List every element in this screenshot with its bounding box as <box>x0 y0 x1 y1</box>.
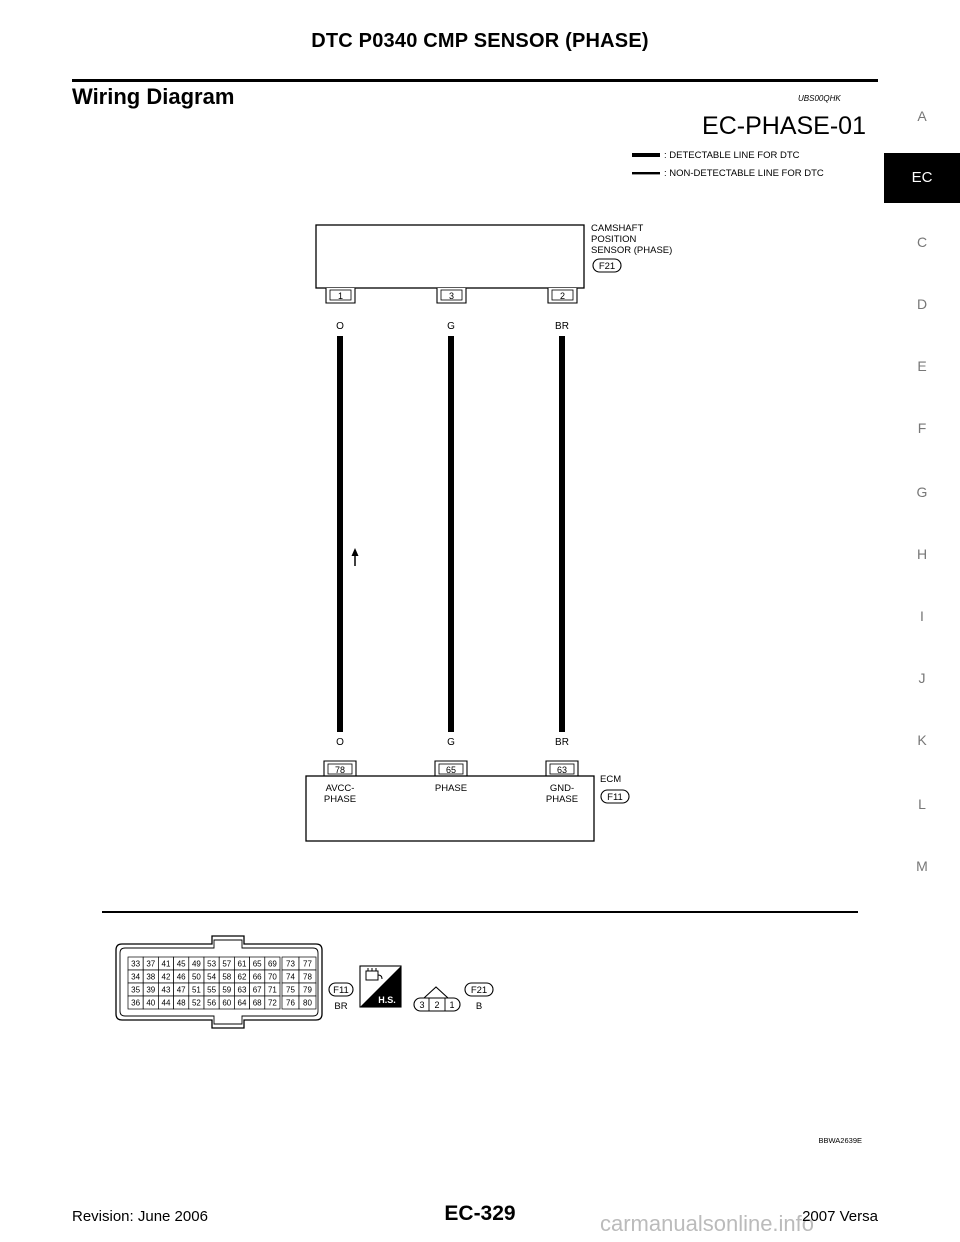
section-tab-k[interactable]: K <box>917 732 927 748</box>
ecm-terminal-78-name-1: AVCC- <box>325 783 355 794</box>
section-tab-f[interactable]: F <box>917 420 927 436</box>
wire-o-color-top: O <box>336 321 344 332</box>
sensor-box <box>316 225 584 288</box>
f11-pin-63: 63 <box>237 985 247 995</box>
f11-pin-76: 76 <box>286 998 295 1008</box>
ecm-terminal-78-name-2: PHASE <box>323 794 357 805</box>
wire-g-color-top: G <box>447 321 455 332</box>
f11-pin-58: 58 <box>222 972 232 982</box>
sensor-name-line-3: SENSOR (PHASE) <box>591 245 673 256</box>
f11-pin-41: 41 <box>161 959 171 969</box>
section-tab-j[interactable]: J <box>918 670 926 686</box>
wire-o-color-bottom: O <box>336 737 344 748</box>
wire-g-color-bottom: G <box>447 737 455 748</box>
legend-non-detectable-swatch <box>632 172 660 174</box>
f11-pin-59: 59 <box>222 985 232 995</box>
sensor-name-line-2: POSITION <box>591 234 637 245</box>
f11-pin-69: 69 <box>267 959 277 969</box>
ecm-pin-65-label: 65 <box>445 765 457 775</box>
f11-pin-42: 42 <box>161 972 171 982</box>
ecm-pin-78-label: 78 <box>334 765 346 775</box>
f21-connector-label: F21 <box>470 985 488 996</box>
f11-pin-44: 44 <box>161 998 171 1008</box>
f11-pin-46: 46 <box>176 972 186 982</box>
f11-pin-33: 33 <box>131 959 141 969</box>
ecm-terminal-63-name-1: GND- <box>549 783 575 794</box>
f11-pin-39: 39 <box>146 985 156 995</box>
f11-pin-70: 70 <box>267 972 277 982</box>
f11-pin-80: 80 <box>303 998 312 1008</box>
ecm-connector-label: F11 <box>607 792 623 803</box>
section-tab-i[interactable]: I <box>920 608 924 624</box>
legend-detectable-swatch <box>632 153 660 157</box>
f11-pin-43: 43 <box>161 985 171 995</box>
section-code: UBS00QHK <box>798 94 841 103</box>
wire-br <box>559 336 565 732</box>
hs-badge-label: H.S. <box>378 995 396 1005</box>
wire-o <box>337 336 343 732</box>
f11-pin-65: 65 <box>252 959 262 969</box>
ecm-pin-63-label: 63 <box>556 765 568 775</box>
f21-pin-1: 1 <box>449 1000 455 1010</box>
f11-pin-51: 51 <box>191 985 201 995</box>
f11-pin-56: 56 <box>207 998 217 1008</box>
f11-pin-52: 52 <box>191 998 201 1008</box>
figure-code: BBWA2639E <box>818 1136 862 1145</box>
f11-pin-48: 48 <box>176 998 186 1008</box>
f11-pin-74: 74 <box>286 972 295 982</box>
connector-f11-face <box>116 936 322 1028</box>
sensor-pin-3 <box>437 288 466 303</box>
camshaft-sensor <box>316 223 672 303</box>
sensor-pin-2 <box>548 288 577 303</box>
connector-f21-face <box>414 987 460 1011</box>
section-tab-ec[interactable]: EC <box>884 153 960 203</box>
f11-pin-54: 54 <box>207 972 217 982</box>
f11-pin-66: 66 <box>252 972 262 982</box>
ecm-terminal-63-name-2: PHASE <box>545 794 579 805</box>
sensor-pin-2-label: 2 <box>559 291 566 301</box>
f11-pin-75: 75 <box>286 985 295 995</box>
section-tab-l[interactable]: L <box>918 796 926 812</box>
hs-badge <box>360 966 401 1007</box>
page-title: DTC P0340 CMP SENSOR (PHASE) <box>311 30 649 52</box>
footer-watermark: carmanualsonline.info <box>600 1211 815 1236</box>
section-tab-m[interactable]: M <box>916 858 928 874</box>
ecm-pin-78 <box>324 761 356 776</box>
f11-pin-61: 61 <box>237 959 247 969</box>
section-tab-h[interactable]: H <box>916 546 928 562</box>
f11-pin-78: 78 <box>303 972 312 982</box>
footer-page-number: EC-329 <box>444 1202 516 1225</box>
signal-direction-arrow <box>352 548 359 566</box>
wire-g <box>448 336 454 732</box>
f11-pin-34: 34 <box>131 972 141 982</box>
f11-connector-label: F11 <box>333 985 349 996</box>
ecm-unit <box>306 774 629 841</box>
sensor-connector-label: F21 <box>598 261 616 272</box>
f11-pin-77: 77 <box>303 959 312 969</box>
f11-pin-64: 64 <box>237 998 247 1008</box>
footer-model: 2007 Versa <box>802 1208 878 1225</box>
f11-pin-49: 49 <box>191 959 201 969</box>
section-heading: Wiring Diagram <box>72 84 235 109</box>
wire-br-color-top: BR <box>555 321 569 332</box>
f21-pin-2: 2 <box>434 1000 440 1010</box>
f11-pin-62: 62 <box>237 972 247 982</box>
f11-pin-45: 45 <box>176 959 186 969</box>
f11-pin-71: 71 <box>267 985 277 995</box>
ecm-pin-63 <box>546 761 578 776</box>
f11-pin-47: 47 <box>176 985 186 995</box>
legend <box>632 150 824 179</box>
sensor-pin-1-label: 1 <box>337 291 344 301</box>
legend-non-detectable-label: : NON-DETECTABLE LINE FOR DTC <box>664 168 824 179</box>
f11-pin-37: 37 <box>146 959 156 969</box>
wire-br-color-bottom: BR <box>555 737 569 748</box>
f11-pin-50: 50 <box>191 972 201 982</box>
f11-pin-grid <box>128 957 316 1009</box>
f11-connector-color: BR <box>334 1001 348 1012</box>
f11-pin-68: 68 <box>252 998 262 1008</box>
section-tab-a[interactable]: A <box>917 108 927 124</box>
f11-pin-55: 55 <box>207 985 217 995</box>
diagram-id: EC-PHASE-01 <box>702 112 866 140</box>
section-tab-g[interactable]: G <box>916 484 928 500</box>
f11-pin-57: 57 <box>222 959 232 969</box>
f11-pin-67: 67 <box>252 985 262 995</box>
f11-pin-73: 73 <box>286 959 295 969</box>
section-tab-c[interactable]: C <box>916 234 928 250</box>
section-tab-e[interactable]: E <box>917 358 927 374</box>
ecm-name: ECM <box>600 774 622 785</box>
f11-pin-38: 38 <box>146 972 156 982</box>
ecm-terminal-65-name: PHASE <box>434 783 468 794</box>
sensor-pin-3-label: 3 <box>448 291 455 301</box>
f11-pin-40: 40 <box>146 998 156 1008</box>
f11-pin-35: 35 <box>131 985 141 995</box>
footer-revision: Revision: June 2006 <box>72 1208 208 1225</box>
f11-pin-60: 60 <box>222 998 232 1008</box>
sensor-name-line-1: CAMSHAFT <box>591 223 644 234</box>
section-tab-d[interactable]: D <box>916 296 928 312</box>
f11-pin-72: 72 <box>267 998 277 1008</box>
f21-connector-color: B <box>475 1001 483 1012</box>
f21-pin-3: 3 <box>419 1000 425 1010</box>
f11-pin-79: 79 <box>303 985 312 995</box>
f11-pin-53: 53 <box>207 959 217 969</box>
ecm-pin-65 <box>435 761 467 776</box>
f11-pin-36: 36 <box>131 998 141 1008</box>
sensor-pin-1 <box>326 288 355 303</box>
legend-detectable-label: : DETECTABLE LINE FOR DTC <box>664 150 800 161</box>
